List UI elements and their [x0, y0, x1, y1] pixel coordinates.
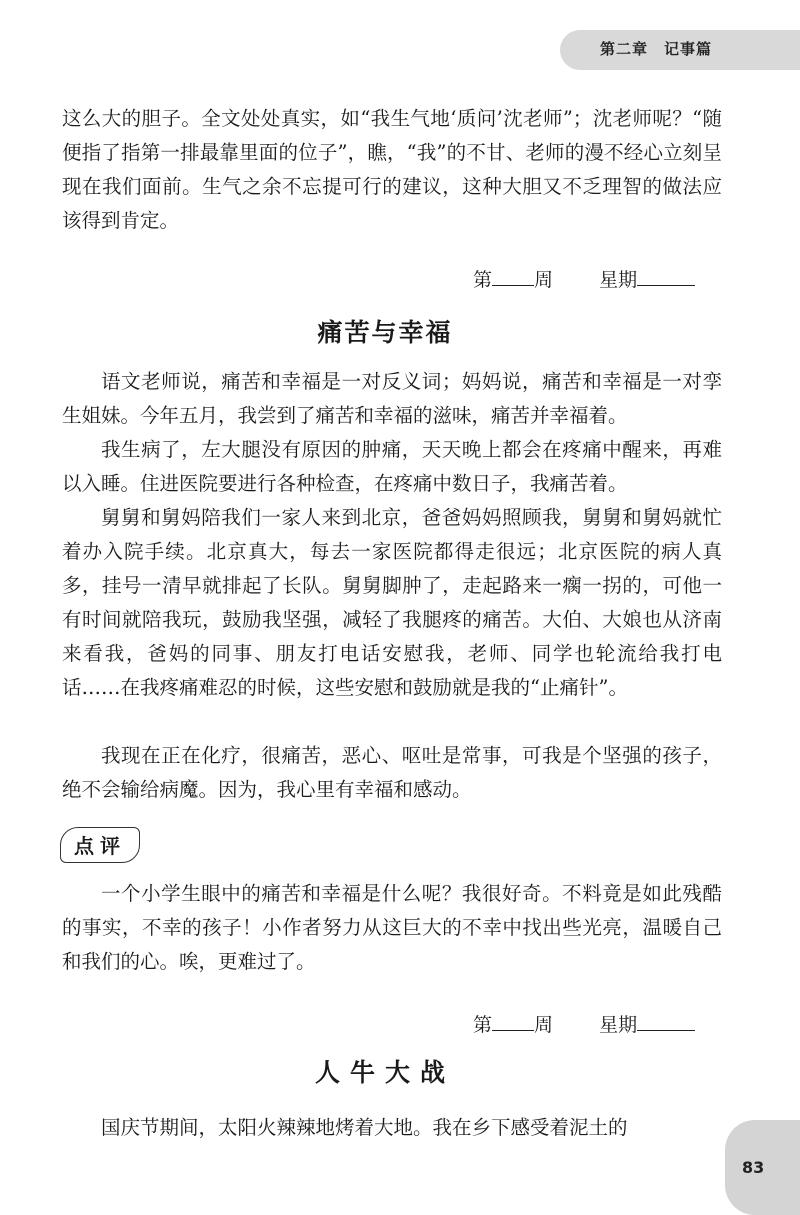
weekday-blank [637, 1026, 695, 1031]
article-1-paragraph-2: 我生病了，左大腿没有原因的肿痛，天天晚上都会在疼痛中醒来，再难以入睡。住进医院要进行各种检查，在疼痛中数日子，我痛苦着。 [62, 438, 722, 495]
week-label: 周 [534, 1014, 554, 1036]
article-title-1: 痛苦与幸福 [317, 318, 453, 347]
week-blank [492, 1026, 534, 1031]
article-title-2: 人牛大战 [314, 1058, 455, 1087]
week-prefix: 第 [473, 1014, 493, 1036]
chapter-header: 第二章 记事篇 [600, 40, 713, 58]
comment-label: 点评 [60, 827, 140, 863]
article-2-first-line: 国庆节期间，太阳火辣辣地烤着大地。我在乡下感受着泥土的 [101, 1116, 628, 1139]
weekday-blank [637, 281, 695, 286]
week-blank [492, 281, 534, 286]
page-number: 83 [742, 1158, 765, 1177]
week-prefix: 第 [473, 269, 493, 291]
weekday-label: 星期 [599, 269, 638, 291]
comment-paragraph: 一个小学生眼中的痛苦和幸福是什么呢？我很好奇。不料竟是如此残酷的事实，不幸的孩子！小作者努力从这巨大的不幸中找出些光亮，温暖自己和我们的心。唉，更难过了。 [62, 882, 722, 973]
week-line-1 [473, 265, 695, 292]
article-1-paragraph-4: 我现在正在化疗，很痛苦，恶心、呕吐是常事，可我是个坚强的孩子，绝不会输给病魔。因为，我心里有幸福和感动。 [62, 744, 722, 801]
week-label: 周 [534, 269, 554, 291]
article-1-paragraph-3: 舅舅和舅妈陪我们一家人来到北京，爸爸妈妈照顾我，舅舅和舅妈就忙着办入院手续。北京真大，每去一家医院都得走很远；北京医院的病人真多，挂号一清早就排起了长队。舅舅脚肿了，走起路来一瘸一拐的，可他一有时间就陪我玩，鼓励我坚强，减轻了我腿疼的痛苦。大伯、大娘也从济南来看我，爸妈的同事、朋友打电话安慰我，老师、同学也轮流给我打电话……在我疼痛难忍的时候，这些安慰和鼓励就是我的“止痛针”。 [62, 506, 722, 699]
intro-paragraph: 这么大的胆子。全文处处真实，如“我生气地‘质问’沈老师”；沈老师呢？“随便指了指第一排最靠里面的位子”，瞧，“我”的不甘、老师的漫不经心立刻呈现在我们面前。生气之余不忘提可行的建议，这种大胆又不乏理智的做法应该得到肯定。 [62, 107, 722, 232]
weekday-label: 星期 [599, 1014, 638, 1036]
article-1-paragraph-1: 语文老师说，痛苦和幸福是一对反义词；妈妈说，痛苦和幸福是一对孪生姐妹。今年五月，我尝到了痛苦和幸福的滋味，痛苦并幸福着。 [62, 370, 722, 427]
week-line-2 [473, 1010, 695, 1037]
